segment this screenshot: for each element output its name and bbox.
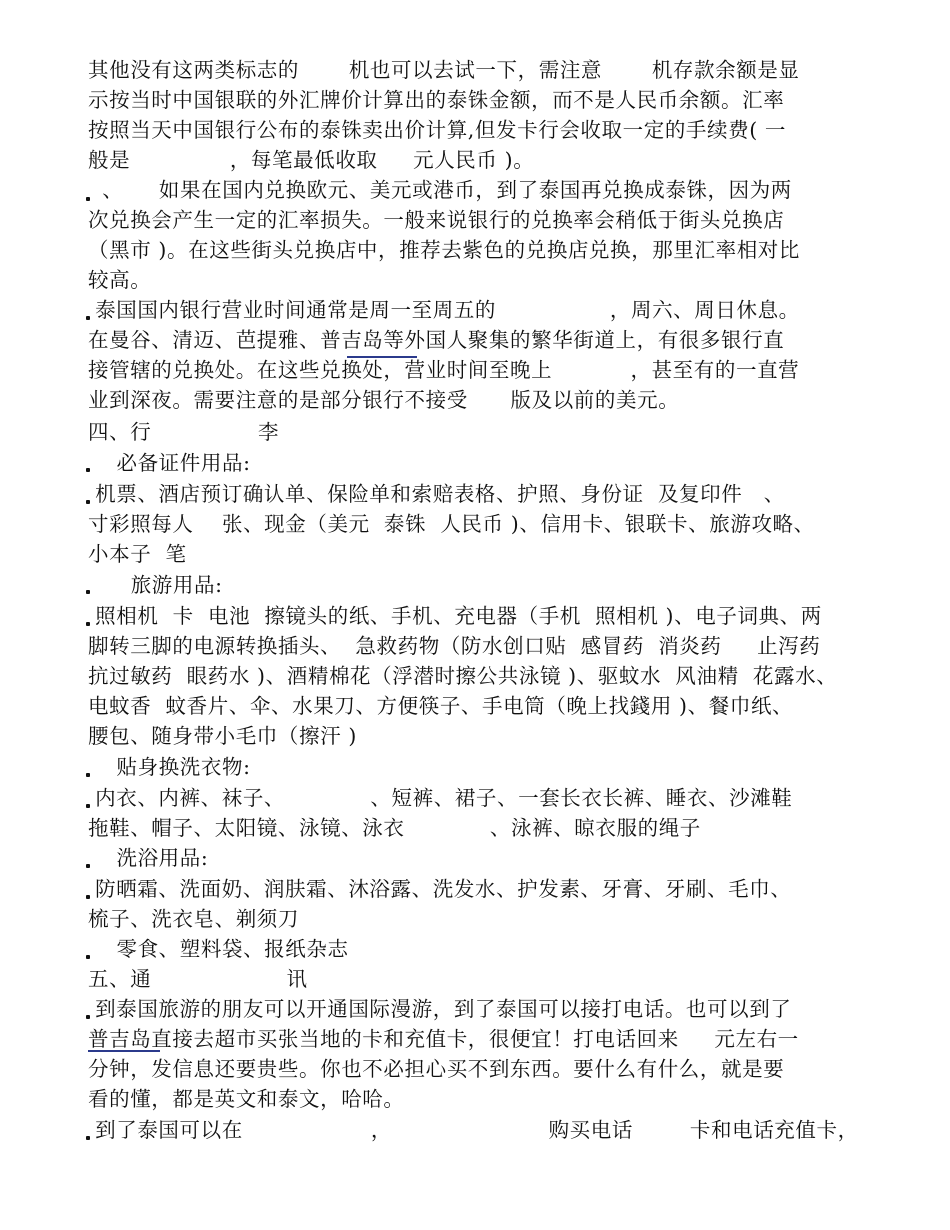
text-line: 到泰国旅游的朋友可以开通国际漫游，到了泰国可以接打电话。也可以到了 [88,997,792,1021]
subsection-heading: 旅游用品: [88,573,223,597]
text-line: 到了泰国可以在 ， 购买电话 卡和电话充值卡， [88,1118,859,1142]
section-heading: 五、通 讯 [88,967,308,991]
text-line: 抗过敏药 眼药水 )、酒精棉花（浮潜时擦公共泳镜 )、驱蚊水 风油精 花露水、 [88,664,838,688]
subsection-heading: 洗浴用品: [88,846,209,870]
text-line: 般是 ，每笔最低收取 元人民币 )。 [88,148,535,172]
text-line: 防晒霜、洗面奶、润肤霜、沐浴露、洗发水、护发素、牙膏、牙刷、毛巾、 [88,877,792,901]
text-line: 拖鞋、帽子、太阳镜、泳镜、泳衣 、泳裤、晾衣服的绳子 [88,816,701,840]
text-line: 示按当时中国银联的外汇牌价计算出的泰铢金额，而不是人民币余额。汇率 [88,88,785,112]
text-line: 寸彩照每人 张、现金（美元 泰铢 人民币 )、信用卡、银联卡、旅游攻略、 [88,512,815,536]
text-line: 梳子、洗衣皂、剃须刀 [88,907,299,931]
text-line: 按照当天中国银行公布的泰铢卖出价计算,但发卡行会收取一定的手续费( 一 [88,118,787,142]
text-line: 零食、塑料袋、报纸杂志 [88,937,349,961]
section-heading: 四、行 李 [88,420,280,444]
text-line: 、 如果在国内兑换欧元、美元或港币，到了泰国再兑换成泰铢，因为两 [88,178,792,202]
text-line: 次兑换会产生一定的汇率损失。一般来说银行的兑换率会稍低于街头兑换店 [88,208,785,232]
text-line: 泰国国内银行营业时间通常是周一至周五的 ，周六、周日休息。 [88,298,800,322]
text-line: 分钟，发信息还要贵些。你也不必担心买不到东西。要什么有什么，就是要 [88,1057,785,1081]
text-line: 腰包、随身带小毛巾（擦汗 ) [88,724,357,748]
text-line: 较高。 [88,268,152,292]
text-line: 看的懂，都是英文和泰文，哈哈。 [88,1087,405,1111]
text-line: 脚转三脚的电源转换插头、 急救药物（防水创口贴 感冒药 消炎药 止泻药 [88,634,821,658]
text-line: 普吉岛直接去超市买张当地的卡和充值卡，很便宜！打电话回来 元左右一 [88,1027,799,1051]
subsection-heading: 必备证件用品: [88,451,251,475]
text-line: 内衣、内裤、袜子、 、短裤、裙子、一套长衣长裤、睡衣、沙滩鞋 [88,786,793,810]
text-line: 机票、酒店预订确认单、保险单和索赔表格、护照、身份证 及复印件 、 [88,482,785,506]
text-line: 小本子 笔 [88,542,187,566]
subsection-heading: 贴身换洗衣物: [88,755,251,779]
text-line: 其他没有这两类标志的 机也可以去试一下，需注意 机存款余额是显 [88,58,800,82]
text-line: 接管辖的兑换处。在这些兑换处，营业时间至晚上 ，甚至有的一直营 [88,358,800,382]
text-line: 电蚊香 蚊香片、伞、水果刀、方便筷子、手电筒（晚上找錢用 )、餐巾纸、 [88,694,794,718]
text-line: 照相机 卡 电池 擦镜头的纸、手机、充电器（手机 照相机 )、电子词典、两 [88,604,822,628]
text-line: 在曼谷、清迈、芭提雅、普吉岛等外国人聚集的繁华街道上，有很多银行直 [88,328,785,352]
text-line: （黑市 )。在这些街头兑换店中，推荐去紫色的兑换店兑换，那里汇率相对比 [88,238,801,262]
text-line: 业到深夜。需要注意的是部分银行不接受 版及以前的美元。 [88,388,680,412]
